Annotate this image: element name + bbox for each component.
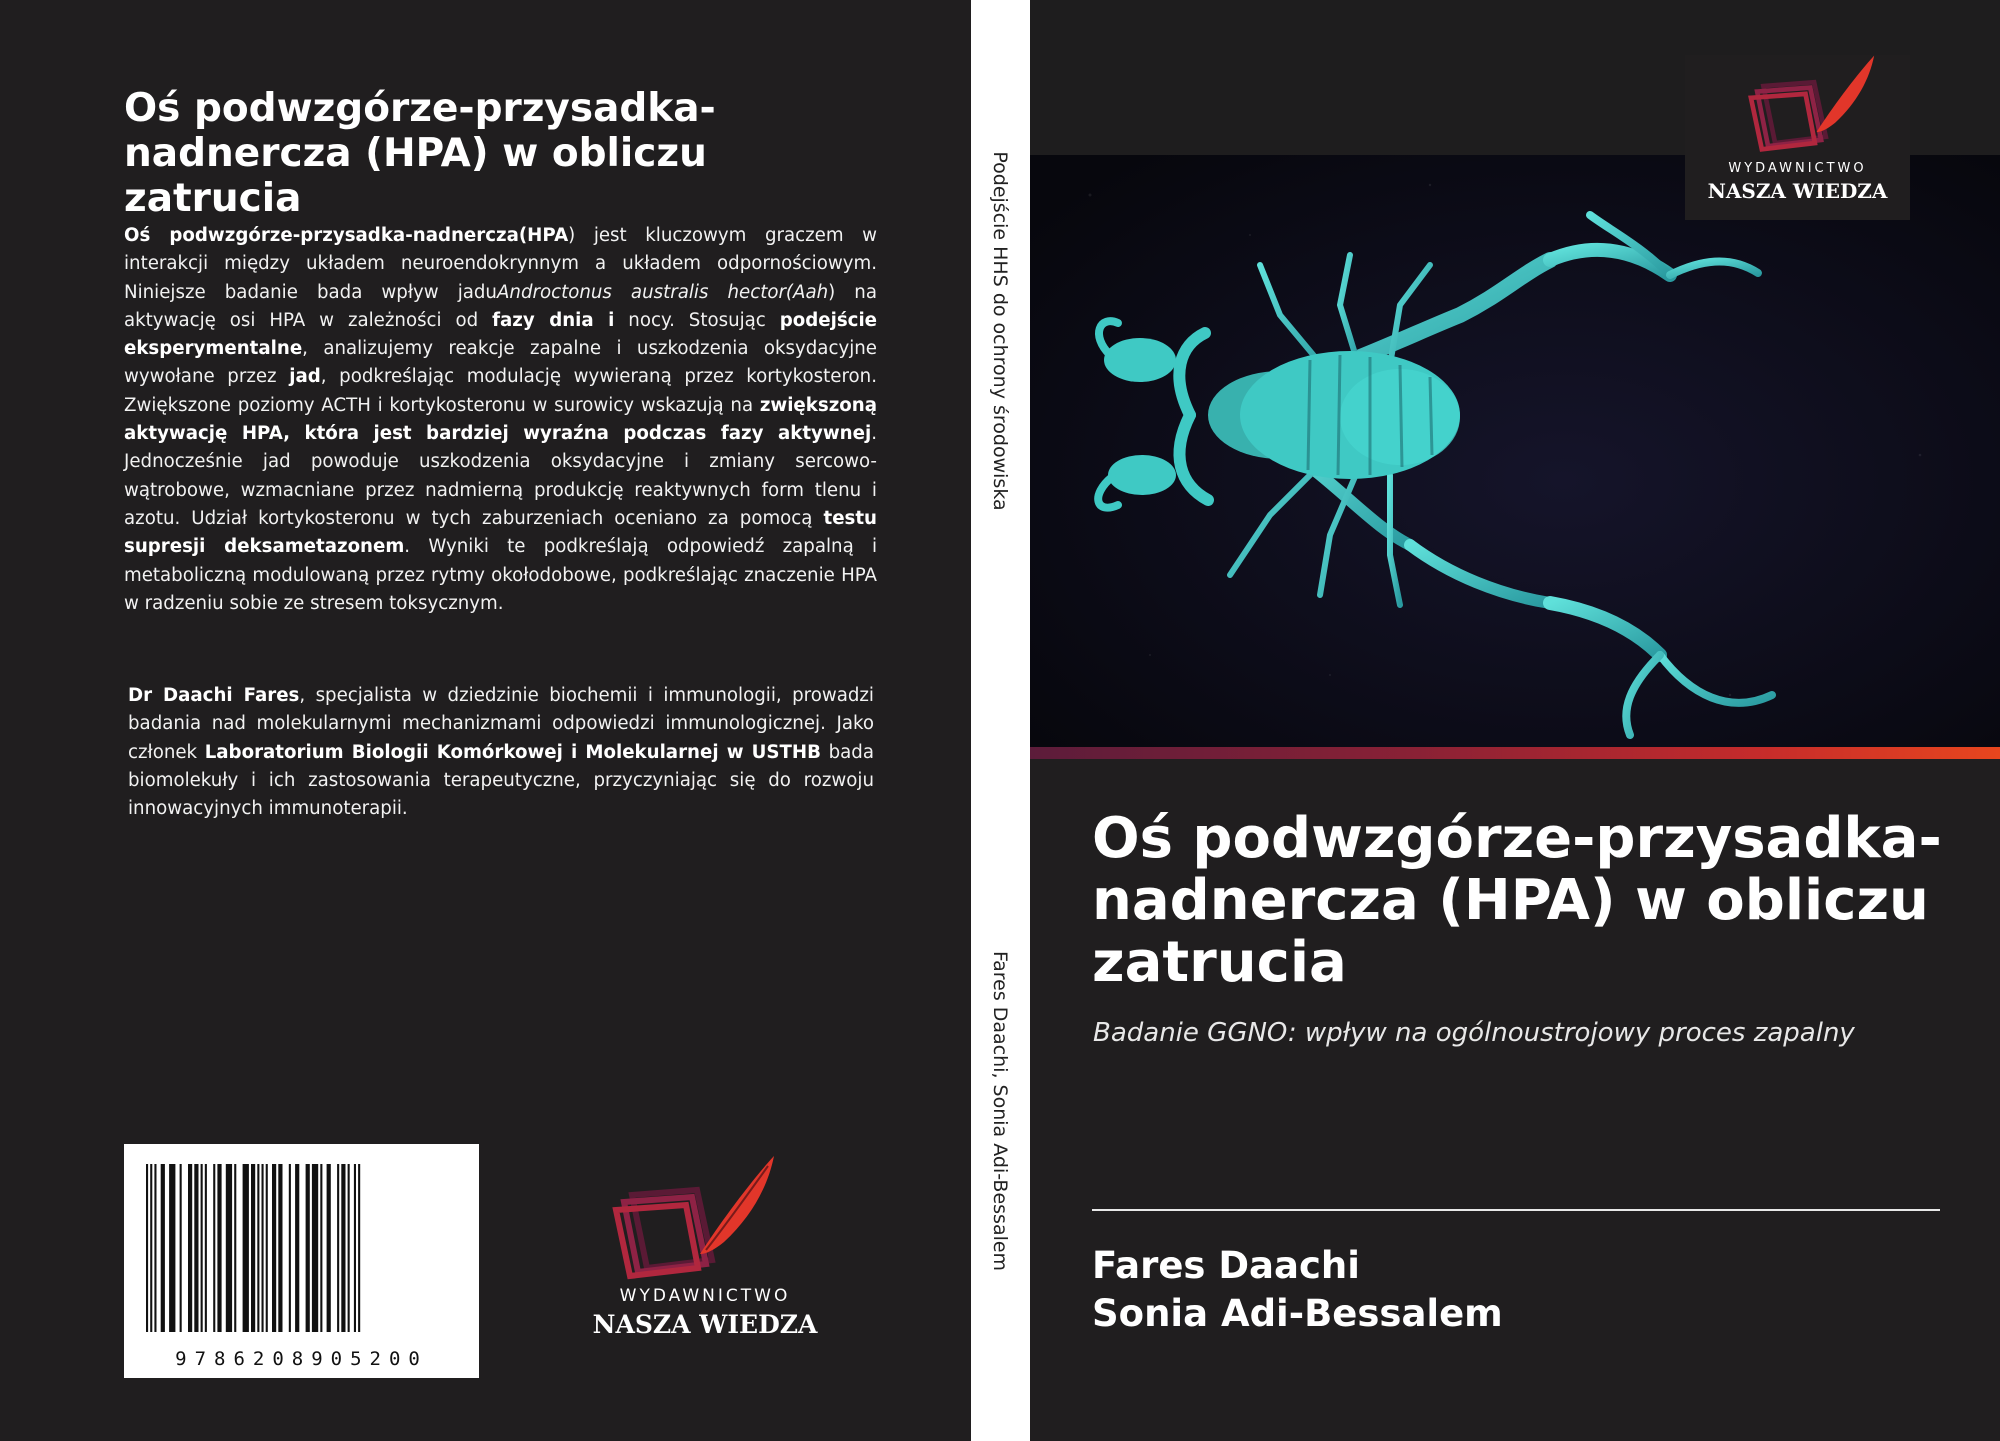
author-biography: [128, 682, 874, 823]
divider: [1092, 1209, 1940, 1211]
barcode-bar: [146, 1164, 148, 1332]
barcode-bar: [213, 1164, 215, 1332]
description-run: fazy dnia i: [492, 309, 615, 331]
front-cover-subtitle: Badanie GGNO: wpływ na ogólnoustrojowy proces zapalny: [1093, 1018, 1855, 1048]
barcode-bar: [243, 1164, 249, 1332]
description-run: nocy. Stosując: [614, 309, 780, 331]
author-bio-run: Laboratorium Biologii Komórkowej i Molekularnej w USTHB: [204, 741, 822, 763]
description-run: Oś podwzgórze-przysadka-nadnercza(HPA: [124, 225, 569, 246]
description-run: . Jednocześnie jad powoduje uszkodzenia oksydacyjne i zmiany sercowo-wątrobowe, wzmacniane przez nadmierną produkcję reaktywnych form tlenu i azotu. Udział kortykosteronu w tych zaburzeniach oceniano za pomocą: [124, 423, 877, 529]
barcode-bar: [161, 1164, 165, 1332]
barcode-bar: [205, 1164, 207, 1332]
barcode-bar: [226, 1164, 232, 1332]
barcode-bar: [337, 1164, 339, 1332]
author-bio-run: bada biomolekuły i ich zastosowania terapeutyczne, przyczyniając się do rozwoju innowacyjnych immunoterapii.: [128, 741, 874, 820]
front-cover: [1030, 0, 2000, 1441]
barcode-bar: [327, 1164, 331, 1332]
spine-authors: Fares Daachi, Sonia Adi-Bessalem: [989, 950, 1011, 1272]
barcode-bar: [306, 1164, 310, 1332]
isbn-barcode: [124, 1144, 479, 1378]
barcode-bar: [266, 1164, 268, 1332]
barcode-bar: [295, 1164, 299, 1332]
barcode-bar: [194, 1164, 198, 1332]
barcode-bars: [142, 1164, 462, 1332]
book-feather-icon: [560, 1150, 850, 1280]
barcode-bar: [188, 1164, 192, 1332]
publisher-name-top: WYDAWNICTWO: [1728, 161, 1867, 176]
author-bio-run: , specjalista w dziedzinie biochemii i immunologii, prowadzi badania nad molekularnymi mechanizmami odpowiedzi immunologicznej. Jako członek: [128, 685, 874, 763]
accent-gradient-bar: [1030, 747, 2000, 759]
back-cover-description: [124, 222, 877, 618]
barcode-bar: [348, 1164, 350, 1332]
spine-title: Podejście HHS do ochrony środowiska: [989, 151, 1011, 511]
description-run: Androctonus australis hector(Aah: [496, 281, 829, 303]
barcode-bar: [354, 1164, 356, 1332]
author-bio-run: Dr Daachi Fares: [128, 685, 300, 706]
front-author-1: Fares Daachi: [1092, 1244, 1360, 1287]
barcode-bar: [341, 1164, 345, 1332]
back-cover-title: Oś podwzgórze-przysadka-nadnercza (HPA) w obliczu zatrucia: [124, 86, 716, 221]
scorpion-illustration: [1030, 155, 2000, 747]
publisher-logo-back: [560, 1150, 850, 1350]
barcode-bar: [289, 1164, 291, 1332]
barcode-bar: [257, 1164, 259, 1332]
barcode-bar: [154, 1164, 156, 1332]
description-run: testu supresji deksametazonem: [124, 507, 877, 558]
publisher-name-bottom: NASZA WIEDZA: [592, 1310, 818, 1339]
front-author-2: Sonia Adi-Bessalem: [1092, 1292, 1503, 1335]
description-run: jad: [289, 366, 321, 388]
barcode-bar: [217, 1164, 221, 1332]
description-run: , analizujemy reakcje zapalne i uszkodzenia oksydacyjne wywołane przez: [124, 338, 877, 388]
front-cover-title: Oś podwzgórze-przysadka-nadnercza (HPA) w obliczu zatrucia: [1092, 806, 1942, 995]
barcode-bar: [272, 1164, 276, 1332]
barcode-bar: [262, 1164, 264, 1332]
barcode-bar: [169, 1164, 175, 1332]
cover-photo: [1030, 155, 2000, 747]
barcode-bar: [201, 1164, 203, 1332]
barcode-bar: [312, 1164, 318, 1332]
publisher-logo-front: [1685, 55, 1910, 220]
book-feather-icon: [1685, 55, 1910, 155]
barcode-bar: [278, 1164, 282, 1332]
publisher-name-bottom: NASZA WIEDZA: [1707, 179, 1888, 203]
description-run: zwiększoną aktywację HPA, która jest bardziej wyraźna podczas fazy aktywnej: [124, 394, 877, 445]
description-run: , podkreślając modulację wywieraną przez kortykosteron. Zwiększone poziomy ACTH i kortykosteronu w surowicy wskazują na: [124, 366, 877, 416]
barcode-bar: [234, 1164, 236, 1332]
description-run: podejście eksperymentalne: [124, 309, 878, 360]
barcode-bar: [150, 1164, 152, 1332]
barcode-bar: [251, 1164, 255, 1332]
barcode-bar: [320, 1164, 322, 1332]
barcode-bar: [180, 1164, 182, 1332]
barcode-bar: [358, 1164, 360, 1332]
isbn-number: 9786208905200: [175, 1348, 428, 1370]
description-run: ) na aktywację osi HPA w zależności od: [124, 281, 877, 331]
description-run: . Wyniki te podkreślają odpowiedź zapalną i metaboliczną modulowaną przez rytmy okołodobowe, podkreślając znaczenie HPA w radzeniu sobie ze stresem toksycznym.: [124, 536, 877, 614]
publisher-name-top: WYDAWNICTWO: [619, 1286, 791, 1306]
description-run: ) jest kluczowym graczem w interakcji między układem neuroendokrynnym a układem odpornościowym. Niniejsze badanie bada wpływ jadu: [124, 225, 878, 303]
back-cover: [0, 0, 971, 1441]
